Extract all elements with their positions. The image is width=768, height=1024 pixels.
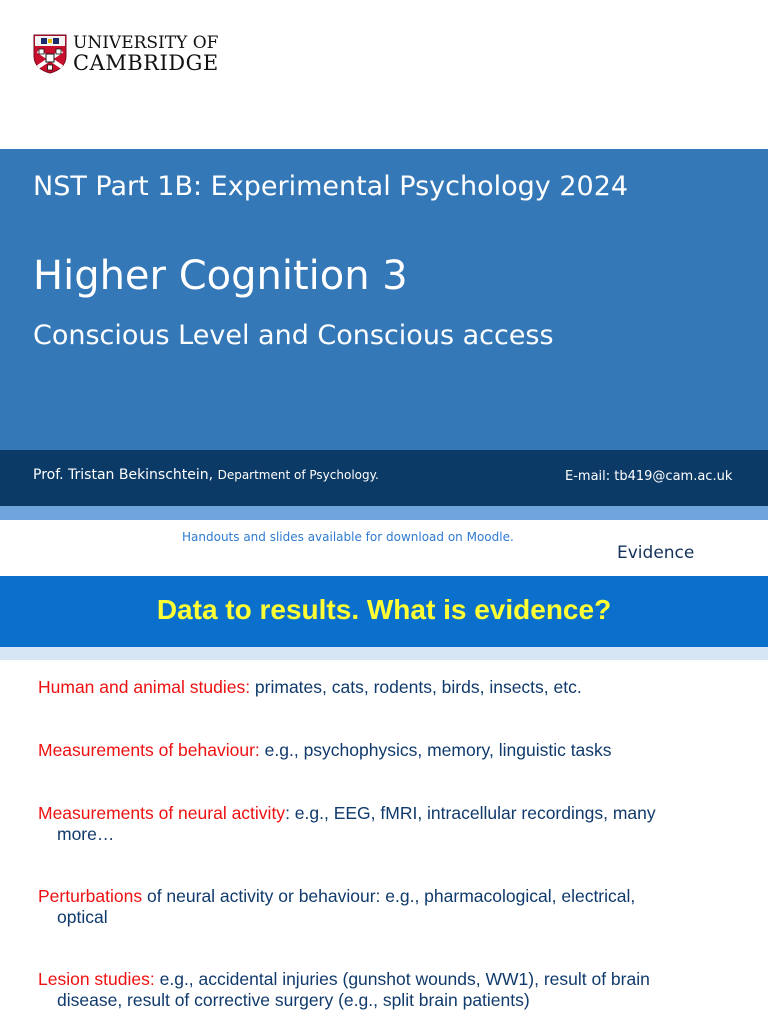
evidence-item-highlight: Measurements of behaviour: (38, 740, 260, 760)
logo-line-1: UNIVERSITY OF (73, 33, 219, 53)
cambridge-crest-icon (33, 34, 67, 74)
slide-title-underbar (0, 647, 768, 660)
evidence-item (38, 677, 738, 698)
evidence-item-continuation: more… (57, 824, 115, 844)
evidence-item (38, 740, 738, 761)
evidence-item-highlight: Lesion studies: (38, 969, 155, 989)
evidence-item (38, 886, 738, 928)
lecturer-name-text: Prof. Tristan Bekinschtein, (33, 467, 218, 483)
evidence-item-text: primates, cats, rodents, birds, insects, etc. (250, 677, 582, 697)
slide-title-bar (0, 576, 768, 647)
evidence-item (38, 803, 738, 845)
university-logo (33, 34, 233, 74)
evidence-item-continuation: optical (57, 907, 108, 927)
section-label: Evidence (617, 543, 695, 563)
lecture-title: Higher Cognition 3 (33, 253, 408, 299)
title-banner (0, 149, 768, 450)
course-title: NST Part 1B: Experimental Psychology 2024 (33, 171, 629, 202)
evidence-item-highlight: Human and animal studies: (38, 677, 251, 697)
handouts-note: Handouts and slides available for download on Moodle. (182, 530, 514, 544)
slide-title: Data to results. What is evidence? (156, 594, 612, 625)
logo-wordmark (73, 34, 219, 74)
evidence-item-text: e.g., accidental injuries (gunshot wounds, WW1), result of brain (154, 969, 650, 989)
evidence-item-continuation: disease, result of corrective surgery (e.g., split brain patients) (57, 990, 530, 1010)
divider-bar (0, 506, 768, 520)
evidence-item-highlight: Perturbations (38, 886, 143, 906)
logo-line-2: CAMBRIDGE (73, 51, 219, 75)
evidence-item-highlight: Measurements of neural activity (38, 803, 286, 823)
evidence-item (38, 969, 738, 1011)
evidence-item-text: e.g., psychophysics, memory, linguistic tasks (259, 740, 612, 760)
lecturer-department: Department of Psychology. (217, 468, 379, 482)
evidence-item-text: of neural activity or behaviour: e.g., pharmacological, electrical, (142, 886, 636, 906)
lecturer-info-bar (0, 450, 768, 506)
lecturer-email: E-mail: tb419@cam.ac.uk (565, 469, 733, 484)
lecture-subtitle: Conscious Level and Conscious access (33, 320, 554, 351)
evidence-item-text: : e.g., EEG, fMRI, intracellular recordings, many (285, 803, 656, 823)
lecturer-name (33, 467, 379, 483)
